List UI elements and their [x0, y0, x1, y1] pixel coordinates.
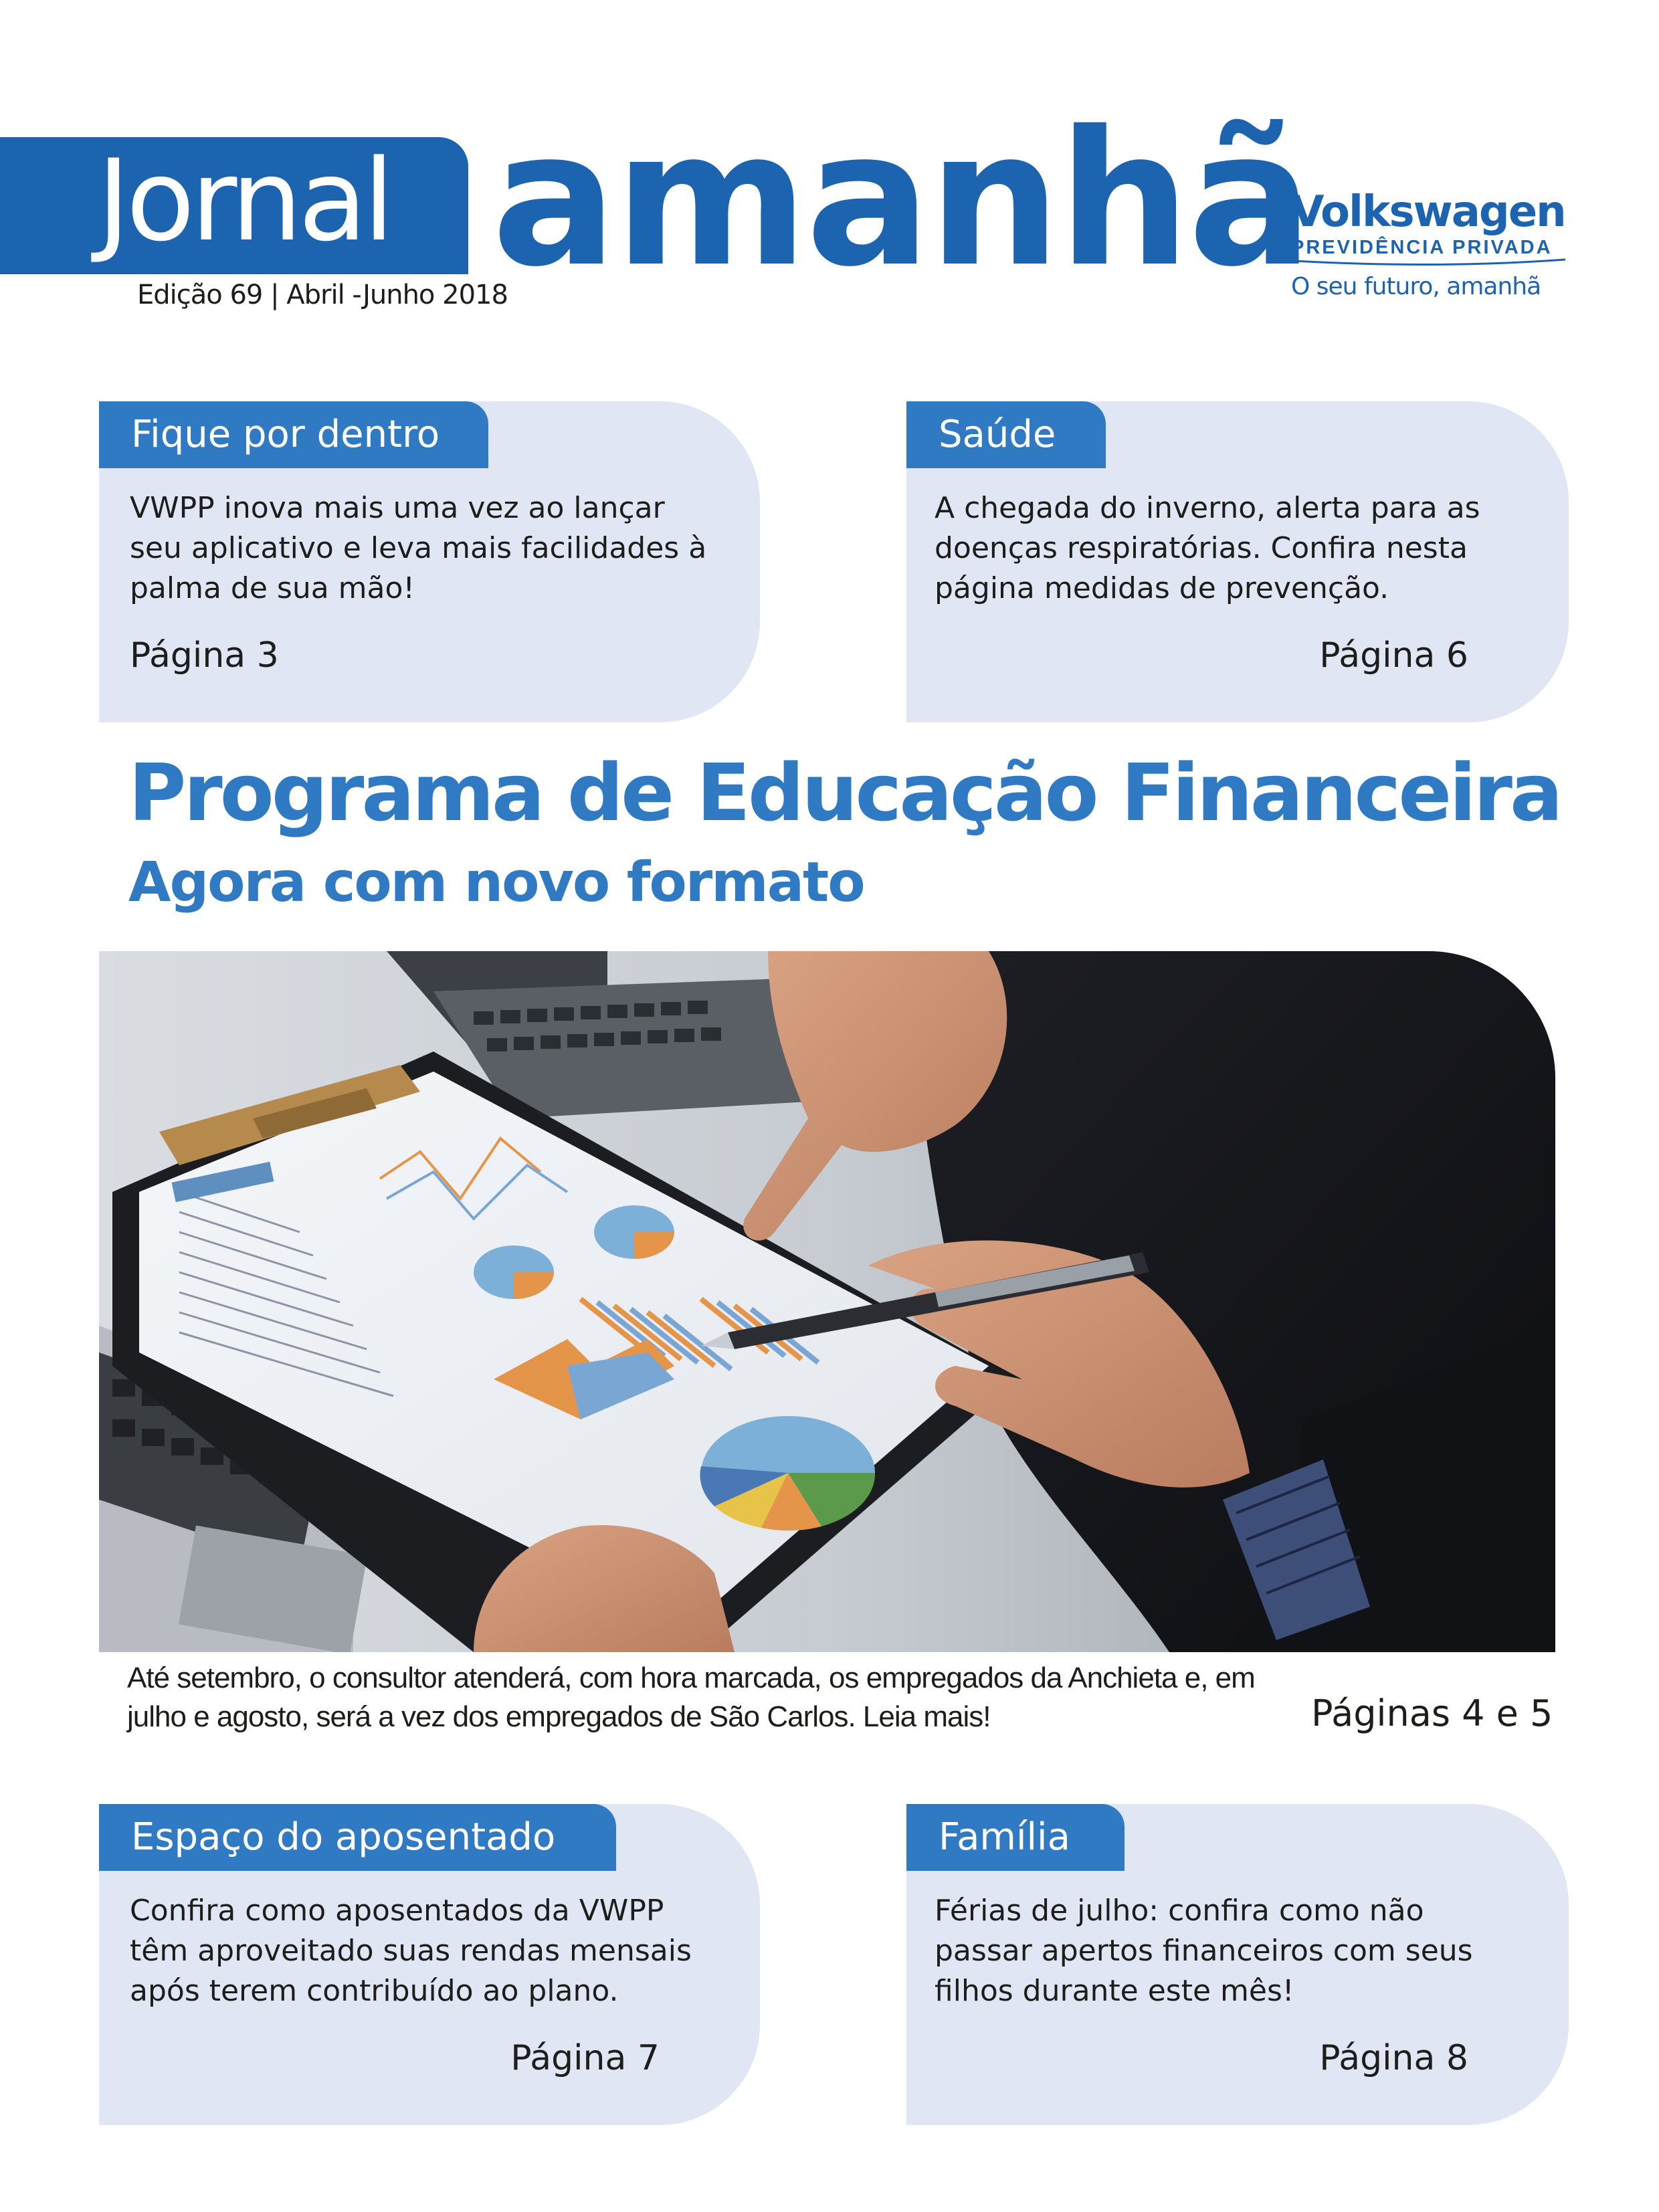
- brand-tagline: O seu futuro, amanhã: [1291, 273, 1541, 300]
- masthead-jornal: Jornal: [97, 135, 391, 266]
- feature-page-ref: Páginas 4 e 5: [1311, 1692, 1553, 1734]
- brand-subtitle: PREVIDÊNCIA PRIVADA: [1291, 237, 1553, 258]
- card-fique-por-dentro[interactable]: [99, 401, 760, 722]
- card-page-ref: Página 3: [130, 635, 279, 676]
- card-text: VWPP inova mais uma vez ao lançar seu aplicativo e leva mais facilidades à palma de sua mão!: [130, 491, 707, 605]
- edition-info: Edição 69 | Abril -Junho 2018: [137, 280, 508, 310]
- feature-caption: Até setembro, o consultor atenderá, com hora marcada, os empregados da Anchieta e, em julho e agosto, será a vez dos empregados de São Carlos. Leia mais!: [127, 1662, 1255, 1733]
- feature-headline: Programa de Educação Financeira: [128, 746, 1561, 839]
- card-text: A chegada do inverno, alerta para as doenças respiratórias. Confira nesta página medidas de prevenção.: [935, 491, 1480, 605]
- card-familia[interactable]: [906, 1804, 1569, 2125]
- feature-subheadline: Agora com novo formato: [128, 851, 864, 914]
- card-text: Confira como aposentados da VWPP têm aproveitado suas rendas mensais após terem contribuído ao plano.: [130, 1894, 692, 2008]
- masthead-title: amanhã: [492, 91, 1311, 308]
- brand-logo: [1291, 189, 1572, 300]
- brand-name: Volkswagen: [1291, 187, 1565, 237]
- card-page-ref: Página 6: [1319, 635, 1468, 676]
- card-text: Férias de julho: confira como não passar apertos financeiros com seus filhos durante este mês!: [935, 1894, 1473, 2008]
- card-tab: Fique por dentro: [99, 401, 488, 468]
- card-page-ref: Página 7: [510, 2038, 660, 2078]
- card-tab: Espaço do aposentado: [99, 1804, 616, 1871]
- photo-illustration: [99, 951, 1555, 1652]
- feature-photo: [99, 951, 1555, 1652]
- card-tab: Saúde: [906, 401, 1106, 468]
- card-espaco-do-aposentado[interactable]: [99, 1804, 760, 2125]
- card-page-ref: Página 8: [1319, 2038, 1468, 2078]
- card-tab: Família: [906, 1804, 1125, 1871]
- card-saude[interactable]: [906, 401, 1569, 722]
